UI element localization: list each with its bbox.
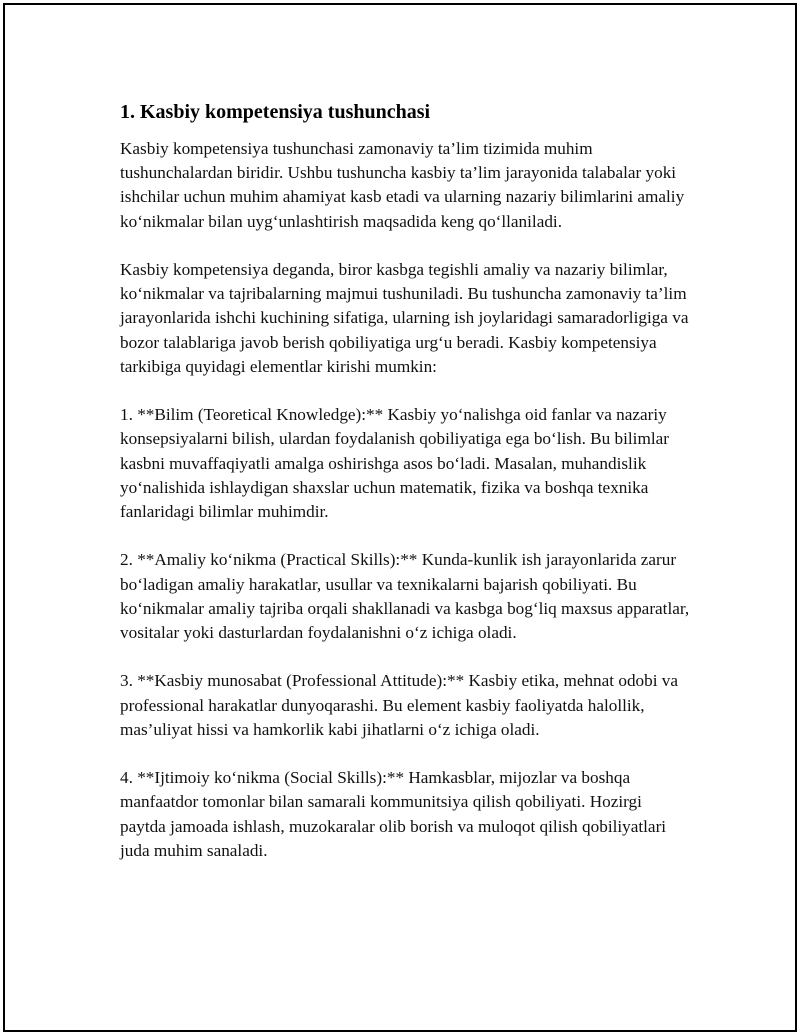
paragraph-intro: Kasbiy kompetensiya tushunchasi zamonaviy ta’lim tizimida muhim tushunchalardan biridir. Ushbu tushuncha kasbiy ta’lim jarayonida talabalar yoki ishchilar uchun muhim ahamiyat kasb etadi va ularning nazariy bilimlarini amaliy ko‘nikmalar bilan uyg‘unlashtirish maqsadida keng qo‘llaniladi. [120, 139, 685, 231]
paragraph-social-skills: 4. **Ijtimoiy ko‘nikma (Social Skills):** Hamkasblar, mijozlar va boshqa manfaatdor tomonlar bilan samarali kommunitsiya qilish qobiliyati. Hozirgi paytda jamoada ishlash, muzokaralar olib borish va muloqot qilish qobiliyatlari juda muhim sanaladi. [120, 768, 667, 860]
paragraph-practical-skills: 2. **Amaliy ko‘nikma (Practical Skills):** Kunda-kunlik ish jarayonlarida zarur bo‘ladigan amaliy harakatlar, usullar va texnikalarni bajarish qobiliyati. Bu ko‘nikmalar amaliy tajriba orqali shakllanadi va kasbga bog‘liq maxsus apparatlar, vositalar yoki dasturlardan foydalanishni o‘z ichiga oladi. [120, 550, 690, 643]
paragraph-knowledge: 1. **Bilim (Teoretical Knowledge):** Kasbiy yo‘nalishga oid fanlar va nazariy konsepsiyalarni bilish, ulardan foydalanish qobiliyatiga ega bo‘lish. Bu bilimlar kasbni muvaffaqiyatli amalga oshirishga asos bo‘ladi. Masalan, muhandislik yo‘nalishida ishlaydigan shaxslar uchun matematik, fizika va boshqa texnika fanlaridagi bilimlar muhimdir. [120, 405, 669, 522]
document-body [120, 99, 690, 863]
page-frame [3, 3, 797, 1032]
section-heading: 1. Kasbiy kompetensiya tushunchasi [120, 101, 431, 123]
paragraph-definition: Kasbiy kompetensiya deganda, biror kasbga tegishli amaliy va nazariy bilimlar, ko‘nikmalar va tajribalarning majmui tushuniladi. Bu tushuncha zamonaviy ta’lim jarayonlarida ishchi kuchining sifatiga, ularning ish joylaridagi samaradorligiga va bozor talablariga javob berish qobiliyatiga urg‘u beradi. Kasbiy kompetensiya tarkibiga quyidagi elementlar kirishi mumkin: [120, 260, 689, 376]
paragraph-professional-attitude: 3. **Kasbiy munosabat (Professional Attitude):** Kasbiy etika, mehnat odobi va professional harakatlar dunyoqarashi. Bu element kasbiy faoliyatda halollik, mas’uliyat hissi va hamkorlik kabi jihatlarni o‘z ichiga oladi. [120, 671, 679, 739]
